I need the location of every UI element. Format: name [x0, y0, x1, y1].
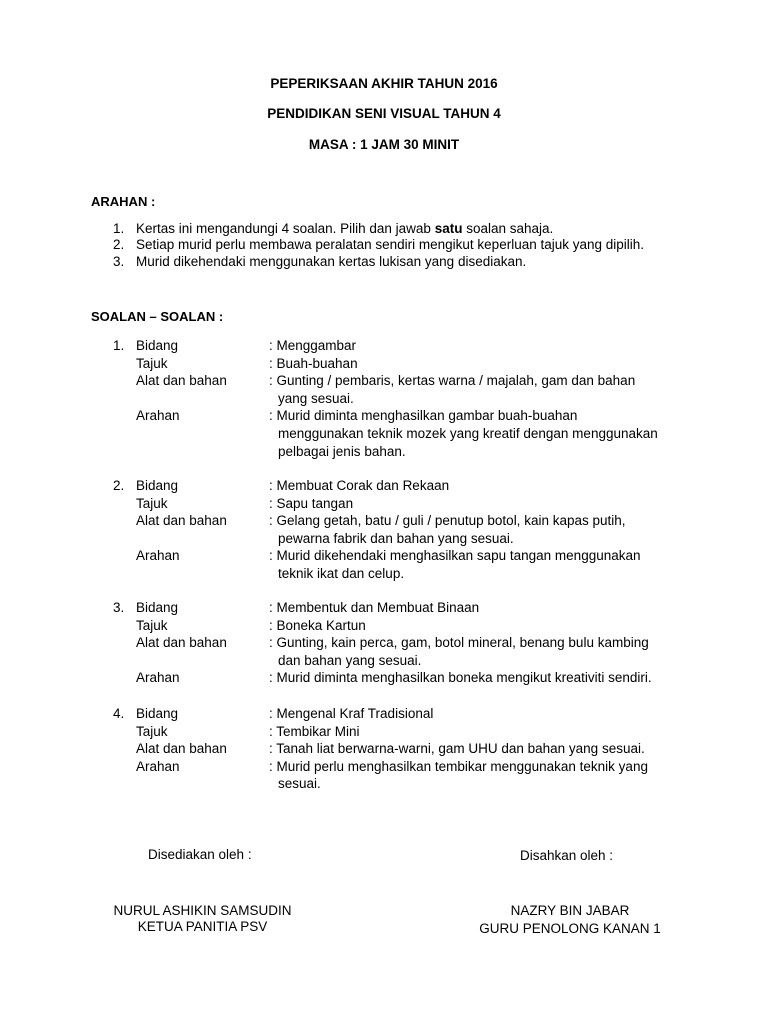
- field-value: : Sapu tangan: [269, 495, 354, 511]
- duration-title: MASA : 1 JAM 30 MINIT: [308, 137, 460, 152]
- prepared-by-label: Disediakan oleh :: [148, 847, 252, 862]
- preparer-name: NURUL ASHIKIN SAMSUDIN: [113, 903, 292, 918]
- field-value: sesuai.: [278, 776, 321, 792]
- field-label: Tajuk: [136, 723, 168, 739]
- field-value: : Buah-buahan: [269, 355, 358, 371]
- question-number: 4.: [113, 706, 125, 721]
- field-label: Bidang: [136, 478, 179, 493]
- field-label: Alat dan bahan: [136, 741, 227, 757]
- field-label: Arahan: [136, 758, 180, 774]
- field-value: : Membuat Corak dan Rekaan: [269, 478, 450, 493]
- field-label: Alat dan bahan: [136, 373, 227, 389]
- field-value: : Membentuk dan Membuat Binaan: [269, 600, 480, 615]
- question-number: 2.: [113, 478, 125, 493]
- field-value: pelbagai jenis bahan.: [278, 443, 406, 459]
- field-label: Bidang: [136, 600, 179, 615]
- field-value: : Murid dikehendaki menghasilkan sapu tangan menggunakan: [269, 548, 641, 564]
- arahan-heading: ARAHAN :: [91, 194, 156, 209]
- approver-name: NAZRY BIN JABAR: [510, 903, 630, 918]
- field-value: : Tanah liat berwarna-warni, gam UHU dan bahan yang sesuai.: [269, 741, 645, 757]
- arahan-item-number: 3.: [113, 254, 125, 269]
- field-value: : Boneka Kartun: [269, 617, 366, 633]
- emphasis-text: satu: [434, 221, 463, 236]
- field-value: : Mengenal Kraf Tradisional: [269, 706, 434, 721]
- field-value: teknik ikat dan celup.: [278, 566, 405, 581]
- field-label: Arahan: [136, 408, 180, 424]
- soalan-heading: SOALAN – SOALAN :: [91, 309, 224, 324]
- arahan-item-text: Setiap murid perlu membawa peralatan sendiri mengikut keperluan tajuk yang dipilih.: [136, 237, 645, 252]
- field-label: Alat dan bahan: [136, 635, 227, 651]
- field-value: menggunakan teknik mozek yang kreatif dengan menggunakan: [278, 426, 658, 441]
- question-number: 1.: [113, 338, 125, 353]
- approved-by-label: Disahkan oleh :: [520, 848, 614, 863]
- arahan-item-number: 2.: [113, 237, 125, 252]
- exam-title: PEPERIKSAAN AKHIR TAHUN 2016: [270, 76, 498, 91]
- field-value: : Murid diminta menghasilkan boneka mengikut kreativiti sendiri.: [269, 670, 652, 686]
- field-value: : Gunting / pembaris, kertas warna / majalah, gam dan bahan: [269, 373, 636, 389]
- field-value: yang sesuai.: [278, 390, 354, 406]
- field-label: Alat dan bahan: [136, 513, 227, 529]
- field-value: : Menggambar: [269, 338, 357, 353]
- field-label: Bidang: [136, 338, 179, 353]
- field-value: : Tembikar Mini: [269, 723, 360, 739]
- field-value: dan bahan yang sesuai.: [278, 652, 422, 668]
- approver-title: GURU PENOLONG KANAN 1: [479, 921, 661, 936]
- field-value: pewarna fabrik dan bahan yang sesuai.: [278, 530, 514, 546]
- field-value: : Murid perlu menghasilkan tembikar menggunakan teknik yang: [269, 758, 648, 774]
- field-label: Tajuk: [136, 495, 168, 511]
- field-label: Tajuk: [136, 617, 168, 633]
- field-label: Arahan: [136, 548, 180, 564]
- field-label: Bidang: [136, 706, 179, 721]
- field-value: : Murid diminta menghasilkan gambar buah-buahan: [269, 408, 578, 424]
- question-number: 3.: [113, 600, 125, 615]
- field-value: : Gelang getah, batu / guli / penutup botol, kain kapas putih,: [269, 513, 626, 529]
- field-label: Tajuk: [136, 355, 168, 371]
- arahan-item-number: 1.: [113, 221, 125, 236]
- field-label: Arahan: [136, 670, 180, 686]
- arahan-item-text: Kertas ini mengandungi 4 soalan. Pilih dan jawab satu soalan sahaja.: [136, 221, 554, 236]
- arahan-item-text: Murid dikehendaki menggunakan kertas lukisan yang disediakan.: [136, 254, 527, 269]
- subject-title: PENDIDIKAN SENI VISUAL TAHUN 4: [267, 106, 501, 121]
- field-value: : Gunting, kain perca, gam, botol mineral, benang bulu kambing: [269, 635, 649, 651]
- preparer-title: KETUA PANITIA PSV: [137, 919, 268, 934]
